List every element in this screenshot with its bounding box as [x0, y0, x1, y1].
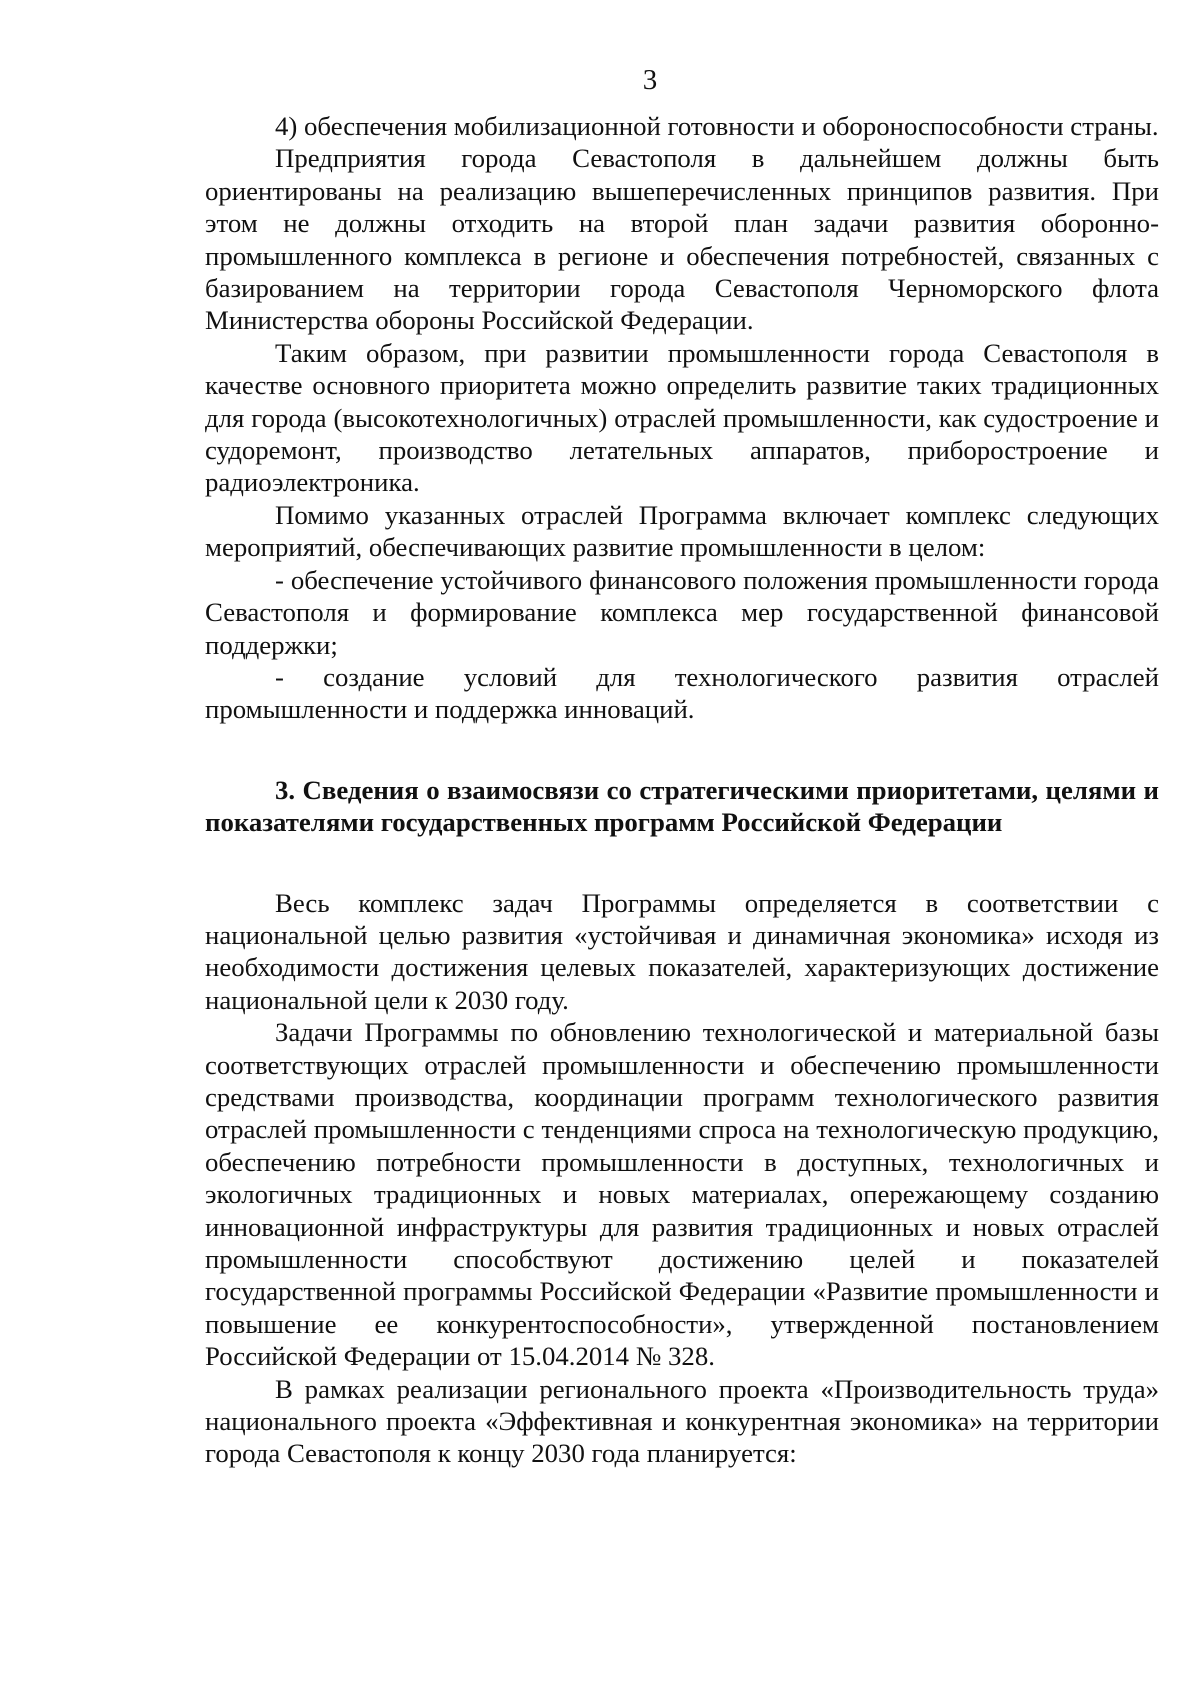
page-number: 3 — [642, 64, 658, 96]
paragraph-program-tasks: Задачи Программы по обновлению технологической и материальной базы соответствующих отраслей промышленности и обеспечению промышленности средствами производства, координации программ технологического развития отраслей промышленности с тенденциями спроса на технологическую продукцию, обеспечению потребности промышленности в доступных, технологичных и экологичных традиционных и новых материалах, опережающему созданию инновационной инфраструктуры для развития традиционных и новых отраслей промышленности способствуют достижению целей и показателей государственной программы Российской Федерации «Развитие промышленности и повышение ее конкурентоспособности», утвержденной постановлением Российской Федерации от 15.04.2014 № 328. — [205, 1017, 1159, 1372]
paragraph-priorities: Таким образом, при развитии промышленности города Севастополя в качестве основного приоритета можно определить развитие таких традиционных для города (высокотехнологичных) отраслей промышленности, как судостроение и судоремонт, производство летательных аппаратов, приборостроение и радиоэлектроника. — [205, 337, 1159, 498]
paragraph-item-4: 4) обеспечения мобилизационной готовности и обороноспособности страны. — [275, 111, 1159, 141]
paragraph-regional-project: В рамках реализации регионального проекта «Производительность труда» национального проекта «Эффективная и конкурентная экономика» на территории города Севастополя к концу 2030 года планируется: — [205, 1373, 1159, 1469]
paragraph-national-goal: Весь комплекс задач Программы определяется в соответствии с национальной целью развития «устойчивая и динамичная экономика» исходя из необходимости достижения целевых показателей, характеризующих достижение национальной цели к 2030 году. — [205, 887, 1159, 1015]
document-body — [205, 110, 1159, 1470]
document-page — [205, 0, 1159, 1702]
list-item-financial: - обеспечение устойчивого финансового положения промышленности города Севастополя и формирование комплекса мер государственной финансовой поддержки; — [205, 564, 1159, 660]
section-heading: 3. Сведения о взаимосвязи со стратегическими приоритетами, целями и показателями государственных программ Российской Федерации — [205, 774, 1159, 838]
spacer — [205, 839, 1159, 887]
spacer — [205, 726, 1159, 774]
paragraph-measures: Помимо указанных отраслей Программа включает комплекс следующих мероприятий, обеспечивающих развитие промышленности в целом: — [205, 499, 1159, 563]
paragraph-enterprises: Предприятия города Севастополя в дальнейшем должны быть ориентированы на реализацию вышеперечисленных принципов развития. При этом не должны отходить на второй план задачи развития оборонно-промышленного комплекса в регионе и обеспечения потребностей, связанных с базированием на территории города Севастополя Черноморского флота Министерства обороны Российской Федерации. — [205, 143, 1159, 336]
list-item-technological: - создание условий для технологического развития отраслей промышленности и поддержка инноваций. — [205, 661, 1159, 725]
